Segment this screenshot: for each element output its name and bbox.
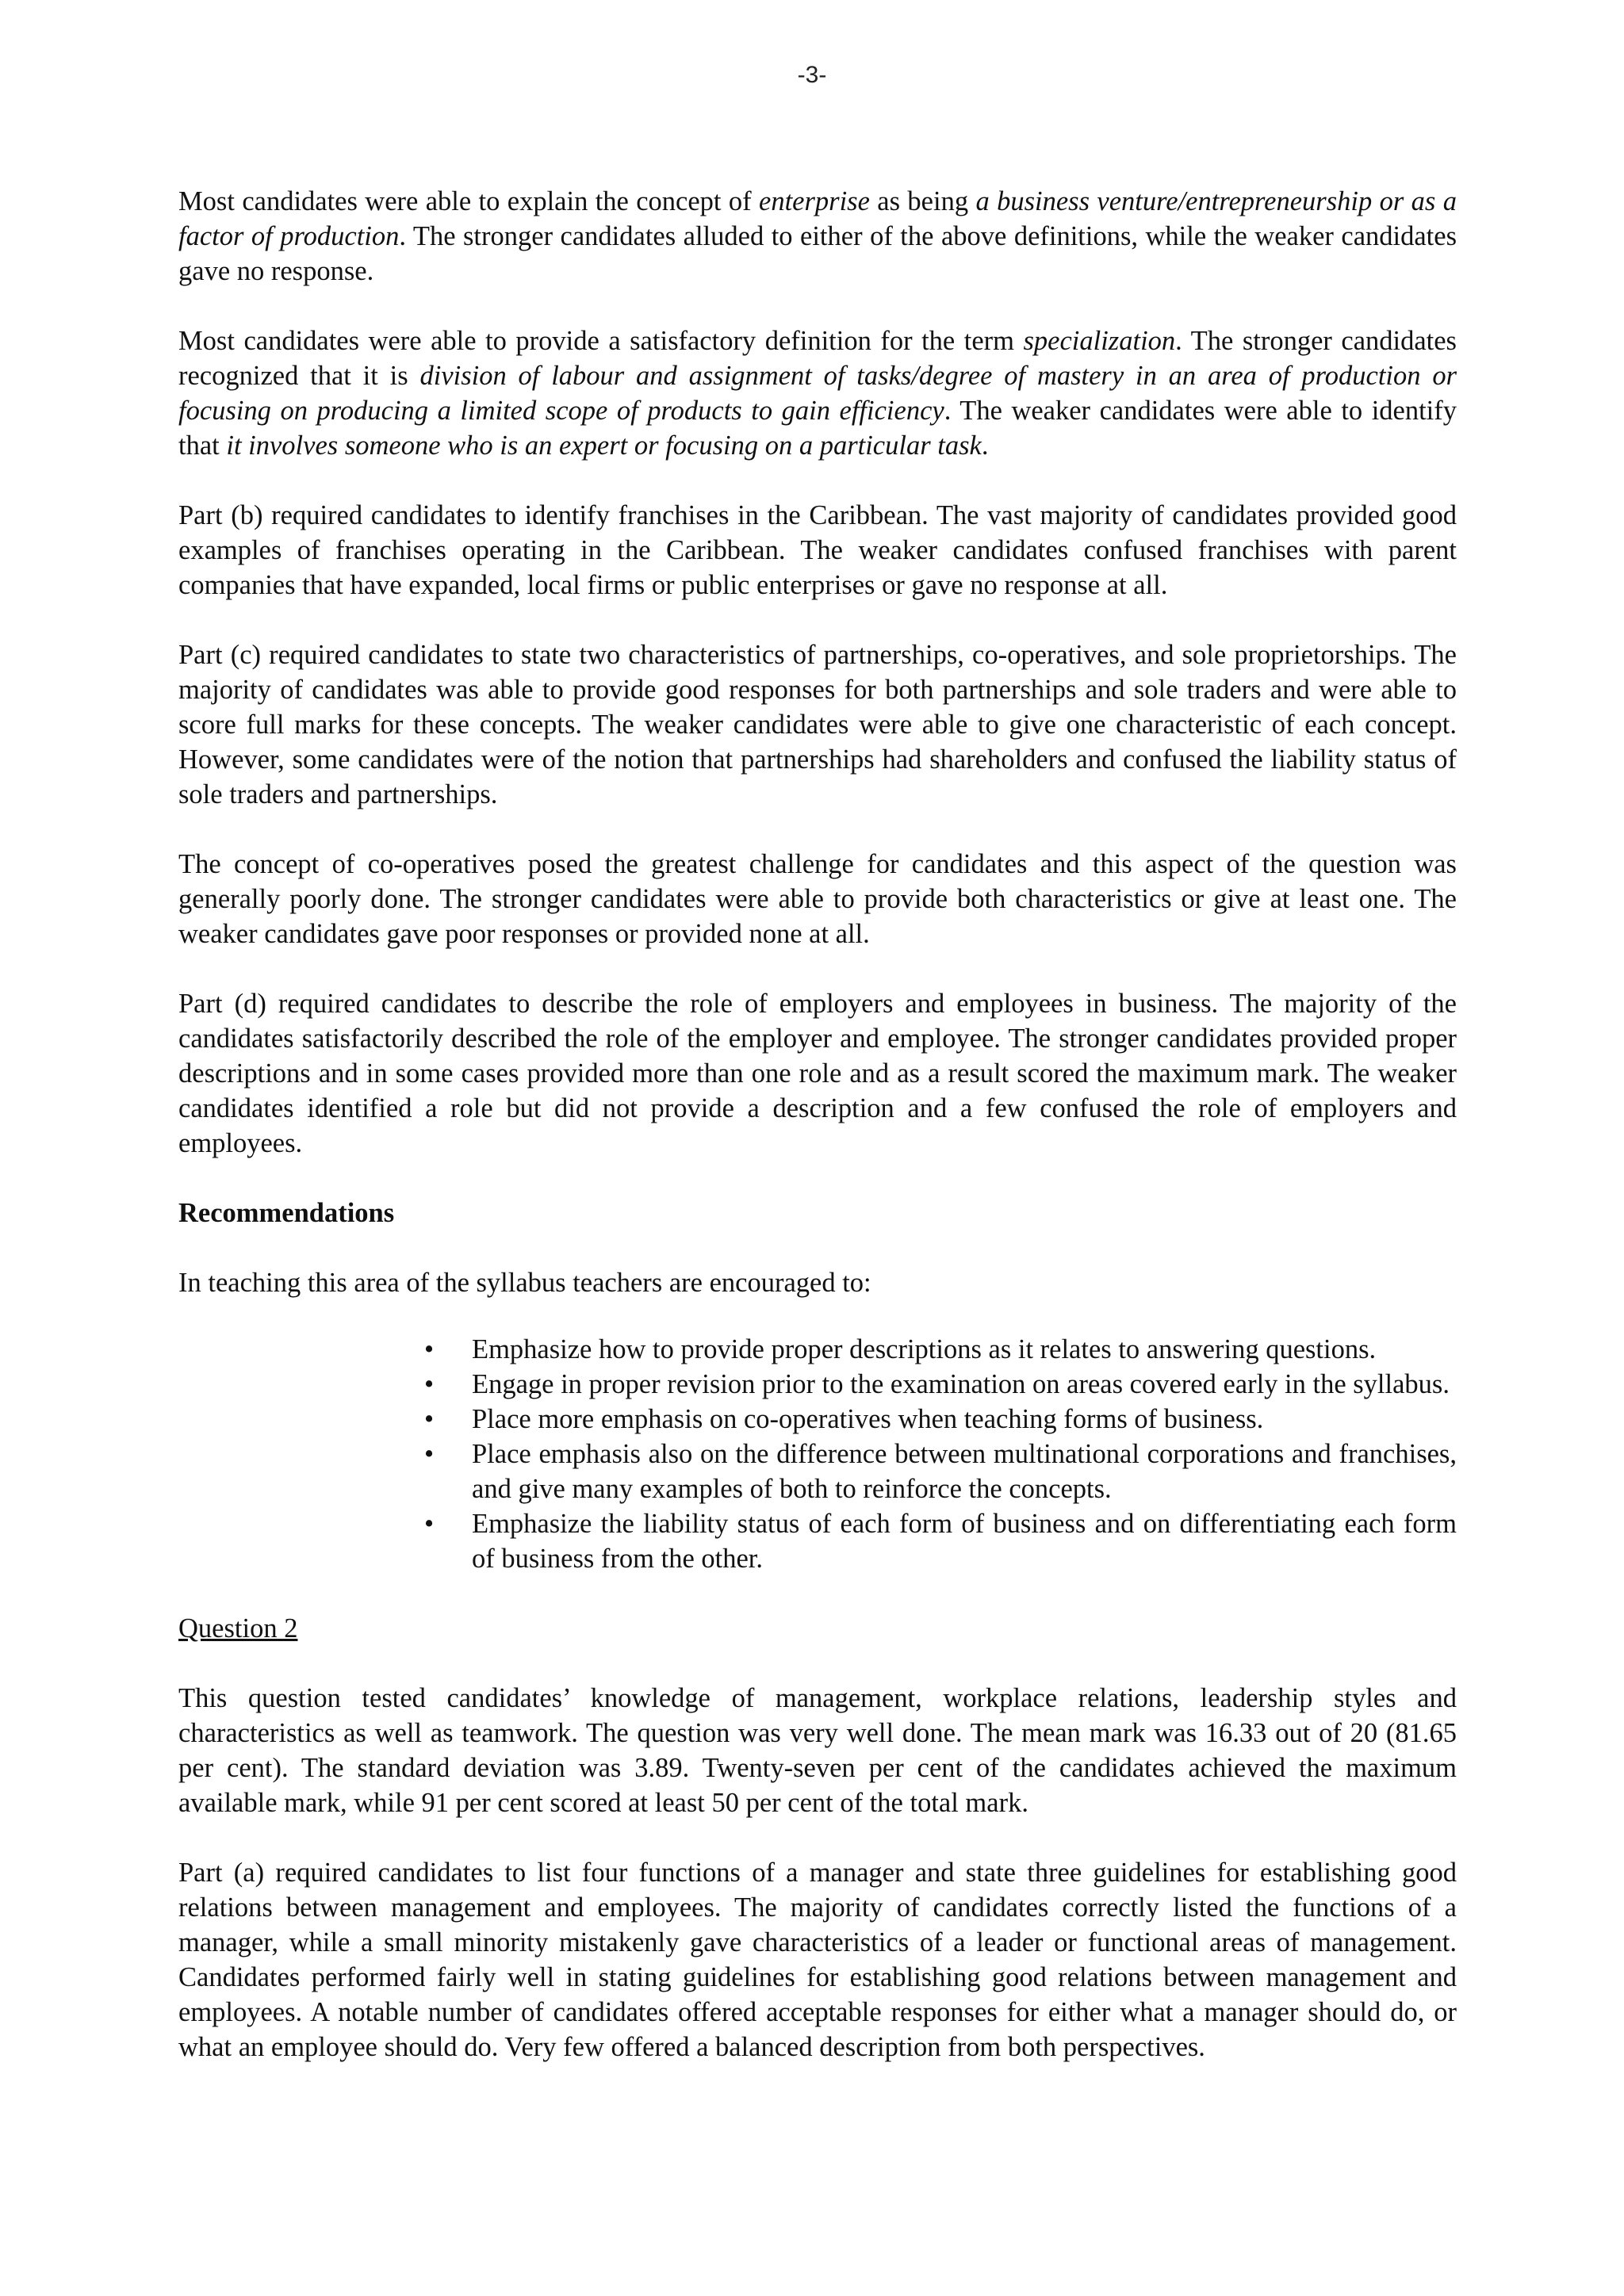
page-content <box>178 184 1457 2099</box>
text-run: . The stronger candidates alluded to either of the above definitions, while the weaker candidates gave no response. <box>178 221 1457 286</box>
text-run: . <box>981 430 989 461</box>
paragraph-question-2-overview: This question tested candidates’ knowledge of management, workplace relations, leadership styles and characteristics as well as teamwork. The question was very well done. The mean mark was 16.33 out of 20 (81.65 per cent). The standard deviation was 3.89. Twenty-seven per cent of the candidates achieved the maximum available mark, while 91 per cent scored at least 50 per cent of the total mark. <box>178 1683 1457 1818</box>
bullet-icon: • <box>424 1509 435 1539</box>
text-run: Most candidates were able to provide a satisfactory definition for the term <box>178 326 1024 356</box>
paragraph-part-b: Part (b) required candidates to identify franchises in the Caribbean. The vast majority of candidates provided good examples of franchises operating in the Caribbean. The weaker candidates confused franchises with parent companies that have expanded, local firms or public enterprises or gave no response at all. <box>178 500 1457 600</box>
italic-term: enterprise <box>759 186 870 216</box>
list-item-text: Emphasize how to provide proper descriptions as it relates to answering questions. <box>472 1334 1377 1364</box>
text-run: . The weaker candidates were able to identify that <box>178 396 1457 461</box>
paragraph-part-d: Part (d) required candidates to describe the role of employers and employees in business. The majority of the candidates satisfactorily described the role of the employer and employee. The stronger candidates provided proper descriptions and in some cases provided more than one role and as a result scored the maximum mark. The weaker candidates identified a role but did not provide a description and a few confused the role of employers and employees. <box>178 989 1457 1158</box>
list-item-text: Emphasize the liability status of each form of business and on differentiating each form of business from the other. <box>472 1509 1457 1574</box>
paragraph-question-2-part-a: Part (a) required candidates to list four functions of a manager and state three guidelines for establishing good relations between management and employees. The majority of candidates correctly listed the functions of a manager, while a small minority mistakenly gave characteristics of a leader or functional areas of management. Candidates performed fairly well in stating guidelines for establishing good relations between management and employees. A notable number of candidates offered acceptable responses for either what a manager should do, or what an employee should do. Very few offered a balanced description from both perspectives. <box>178 1858 1457 2062</box>
paragraph-part-c: Part (c) required candidates to state two characteristics of partnerships, co-operatives, and sole proprietorships. The majority of candidates was able to provide good responses for both partnerships and sole traders and were able to score full marks for these concepts. The weaker candidates were able to give one characteristic of each concept. However, some candidates were of the notion that partnerships had shareholders and confused the liability status of sole traders and partnerships. <box>178 640 1457 809</box>
bullet-icon: • <box>424 1334 435 1364</box>
paragraph-co-operatives: The concept of co-operatives posed the greatest challenge for candidates and this aspect of the question was generally poorly done. The stronger candidates were able to provide both characteristics or give at least one. The weaker candidates gave poor responses or provided none at all. <box>178 849 1457 949</box>
page-number: -3- <box>797 62 827 88</box>
list-item-text: Place more emphasis on co-operatives when teaching forms of business. <box>472 1404 1264 1434</box>
italic-definition: a business venture/entrepreneurship or as a factor of production <box>178 186 1457 251</box>
recommendations-list <box>178 1332 1457 1576</box>
list-item <box>424 1332 1457 1367</box>
list-item <box>424 1506 1457 1576</box>
italic-term: specialization <box>1023 326 1176 356</box>
list-item-text: Engage in proper revision prior to the examination on areas covered early in the syllabus. <box>472 1369 1450 1399</box>
paragraph-specialization <box>178 323 1457 463</box>
text-run: Most candidates were able to explain the concept of <box>178 186 760 216</box>
recommendations-intro: In teaching this area of the syllabus teachers are encouraged to: <box>178 1268 871 1298</box>
italic-definition: it involves someone who is an expert or focusing on a particular task <box>226 430 982 461</box>
text-run: as being <box>869 186 976 216</box>
bullet-icon: • <box>424 1439 435 1469</box>
list-item <box>424 1402 1457 1437</box>
list-item <box>424 1437 1457 1506</box>
recommendations-heading: Recommendations <box>178 1198 395 1228</box>
question-2-heading: Question 2 <box>178 1613 298 1644</box>
list-item <box>424 1367 1457 1402</box>
bullet-icon: • <box>424 1369 435 1399</box>
bullet-icon: • <box>424 1404 435 1434</box>
text-run: . The stronger candidates recognized that it is <box>178 326 1457 391</box>
list-item-text: Place emphasis also on the difference between multinational corporations and franchises, and give many examples of both to reinforce the concepts. <box>472 1439 1457 1504</box>
paragraph-enterprise <box>178 184 1457 289</box>
italic-definition: division of labour and assignment of tasks/degree of mastery in an area of production or focusing on producing a limited scope of products to gain efficiency <box>178 361 1457 426</box>
